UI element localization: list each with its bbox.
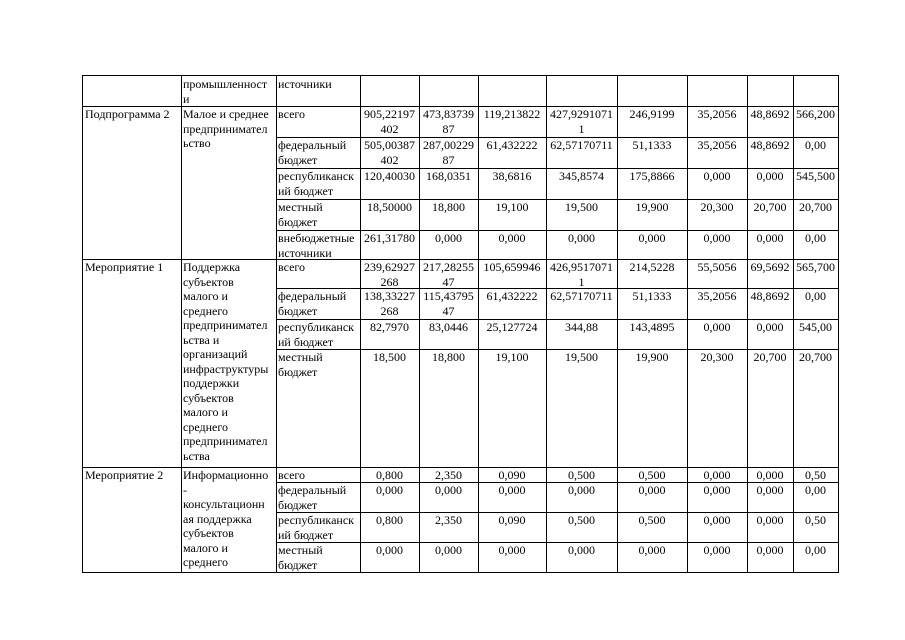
program-description-cell: Малое и среднее предпринимател ьство: [181, 106, 277, 260]
amount-cell: [478, 75, 547, 107]
amount-cell: 19,900: [617, 199, 688, 231]
amount-cell: 0,000: [747, 482, 794, 513]
amount-cell: 505,00387 402: [360, 137, 420, 169]
amount-cell: 35,2056: [687, 288, 748, 320]
amount-cell: 0,000: [546, 542, 618, 573]
amount-cell: 51,1333: [617, 288, 688, 320]
amount-cell: 427,9291071 1: [546, 106, 618, 138]
amount-cell: 0,000: [687, 230, 748, 260]
amount-cell: 426,9517071 1: [546, 259, 618, 289]
amount-cell: 0,000: [478, 542, 547, 573]
amount-cell: 20,700: [793, 349, 839, 468]
funding-source-cell: местный бюджет: [276, 349, 361, 468]
amount-cell: 83,0446: [419, 319, 479, 350]
amount-cell: 0,000: [360, 482, 420, 513]
funding-source-cell: республиканск ий бюджет: [276, 319, 361, 350]
amount-cell: 19,100: [478, 199, 547, 231]
amount-cell: 18,800: [419, 199, 479, 231]
amount-cell: 0,000: [747, 467, 794, 483]
amount-cell: 0,000: [617, 482, 688, 513]
amount-cell: 20,300: [687, 349, 748, 468]
funding-source-cell: всего: [276, 259, 361, 289]
amount-cell: 0,800: [360, 512, 420, 543]
amount-cell: 35,2056: [687, 137, 748, 169]
amount-cell: 344,88: [546, 319, 618, 350]
amount-cell: 0,000: [687, 319, 748, 350]
amount-cell: 82,7970: [360, 319, 420, 350]
amount-cell: 0,000: [747, 168, 794, 200]
program-description-cell: Информационно - консультационн ая поддержка субъектов малого и среднего: [181, 467, 277, 573]
funding-source-cell: республиканск ий бюджет: [276, 512, 361, 543]
amount-cell: 55,5056: [687, 259, 748, 289]
program-name-cell: Подпрограмма 2: [82, 106, 182, 260]
program-name-cell: Мероприятие 2: [82, 467, 182, 573]
program-name-cell: [82, 75, 182, 107]
amount-cell: 48,8692: [747, 288, 794, 320]
amount-cell: 20,700: [747, 199, 794, 231]
amount-cell: 0,000: [747, 319, 794, 350]
amount-cell: 565,700: [793, 259, 839, 289]
amount-cell: 0,000: [687, 467, 748, 483]
funding-source-cell: местный бюджет: [276, 542, 361, 573]
amount-cell: 566,200: [793, 106, 839, 138]
amount-cell: 19,100: [478, 349, 547, 468]
amount-cell: 0,000: [687, 542, 748, 573]
amount-cell: 0,000: [419, 230, 479, 260]
amount-cell: 239,62927 268: [360, 259, 420, 289]
amount-cell: [419, 75, 479, 107]
amount-cell: 0,000: [617, 230, 688, 260]
amount-cell: 473,83739 87: [419, 106, 479, 138]
amount-cell: 261,31780: [360, 230, 420, 260]
funding-source-cell: местный бюджет: [276, 199, 361, 231]
program-description-cell: промышленност и: [181, 75, 277, 107]
amount-cell: 0,500: [546, 467, 618, 483]
amount-cell: 0,50: [793, 467, 839, 483]
amount-cell: 0,500: [617, 512, 688, 543]
amount-cell: 0,000: [747, 542, 794, 573]
funding-source-cell: всего: [276, 106, 361, 138]
funding-source-cell: внебюджетные источники: [276, 230, 361, 260]
amount-cell: 18,800: [419, 349, 479, 468]
amount-cell: 62,57170711: [546, 288, 618, 320]
amount-cell: 0,000: [687, 512, 748, 543]
amount-cell: 0,000: [419, 542, 479, 573]
amount-cell: 20,700: [793, 199, 839, 231]
amount-cell: 214,5228: [617, 259, 688, 289]
amount-cell: 0,090: [478, 467, 547, 483]
amount-cell: 138,33227 268: [360, 288, 420, 320]
amount-cell: 20,300: [687, 199, 748, 231]
funding-source-cell: всего: [276, 467, 361, 483]
amount-cell: 0,800: [360, 467, 420, 483]
amount-cell: 143,4895: [617, 319, 688, 350]
amount-cell: [793, 75, 839, 107]
amount-cell: 0,00: [793, 482, 839, 513]
amount-cell: 2,350: [419, 467, 479, 483]
amount-cell: 217,28255 47: [419, 259, 479, 289]
amount-cell: [617, 75, 688, 107]
amount-cell: 0,000: [687, 482, 748, 513]
amount-cell: 18,50000: [360, 199, 420, 231]
amount-cell: 175,8866: [617, 168, 688, 200]
amount-cell: 905,22197 402: [360, 106, 420, 138]
amount-cell: 0,50: [793, 512, 839, 543]
amount-cell: 0,000: [546, 230, 618, 260]
amount-cell: 18,500: [360, 349, 420, 468]
amount-cell: 48,8692: [747, 106, 794, 138]
amount-cell: 19,500: [546, 199, 618, 231]
amount-cell: 0,00: [793, 137, 839, 169]
amount-cell: 0,000: [747, 230, 794, 260]
amount-cell: 168,0351: [419, 168, 479, 200]
amount-cell: 0,000: [478, 482, 547, 513]
amount-cell: [687, 75, 748, 107]
amount-cell: 0,000: [687, 168, 748, 200]
amount-cell: 19,900: [617, 349, 688, 468]
amount-cell: 0,500: [617, 467, 688, 483]
amount-cell: 51,1333: [617, 137, 688, 169]
amount-cell: 48,8692: [747, 137, 794, 169]
program-description-cell: Поддержка субъектов малого и среднего предпринимател ьства и организаций инфраструктуры поддержки субъектов малого и среднего предпринимател ьства: [181, 259, 277, 468]
amount-cell: 0,000: [360, 542, 420, 573]
amount-cell: 0,000: [478, 230, 547, 260]
amount-cell: 119,213822: [478, 106, 547, 138]
amount-cell: 0,00: [793, 288, 839, 320]
amount-cell: 20,700: [747, 349, 794, 468]
amount-cell: 0,500: [546, 512, 618, 543]
amount-cell: 345,8574: [546, 168, 618, 200]
amount-cell: 38,6816: [478, 168, 547, 200]
amount-cell: 0,000: [419, 482, 479, 513]
funding-source-cell: федеральный бюджет: [276, 137, 361, 169]
amount-cell: 19,500: [546, 349, 618, 468]
amount-cell: 120,40030: [360, 168, 420, 200]
amount-cell: 69,5692: [747, 259, 794, 289]
amount-cell: 61,432222: [478, 288, 547, 320]
amount-cell: 105,659946: [478, 259, 547, 289]
amount-cell: 545,00: [793, 319, 839, 350]
amount-cell: 62,57170711: [546, 137, 618, 169]
funding-source-cell: федеральный бюджет: [276, 482, 361, 513]
amount-cell: 0,00: [793, 230, 839, 260]
amount-cell: 0,000: [747, 512, 794, 543]
amount-cell: [546, 75, 618, 107]
program-name-cell: Мероприятие 1: [82, 259, 182, 468]
amount-cell: 2,350: [419, 512, 479, 543]
amount-cell: 0,00: [793, 542, 839, 573]
amount-cell: 25,127724: [478, 319, 547, 350]
amount-cell: 35,2056: [687, 106, 748, 138]
amount-cell: 246,9199: [617, 106, 688, 138]
amount-cell: 0,000: [546, 482, 618, 513]
amount-cell: 115,43795 47: [419, 288, 479, 320]
amount-cell: 545,500: [793, 168, 839, 200]
amount-cell: [360, 75, 420, 107]
amount-cell: 0,000: [617, 542, 688, 573]
funding-source-cell: республиканск ий бюджет: [276, 168, 361, 200]
amount-cell: 61,432222: [478, 137, 547, 169]
funding-source-cell: федеральный бюджет: [276, 288, 361, 320]
funding-source-cell: источники: [276, 75, 361, 107]
amount-cell: 0,090: [478, 512, 547, 543]
amount-cell: 287,00229 87: [419, 137, 479, 169]
amount-cell: [747, 75, 794, 107]
